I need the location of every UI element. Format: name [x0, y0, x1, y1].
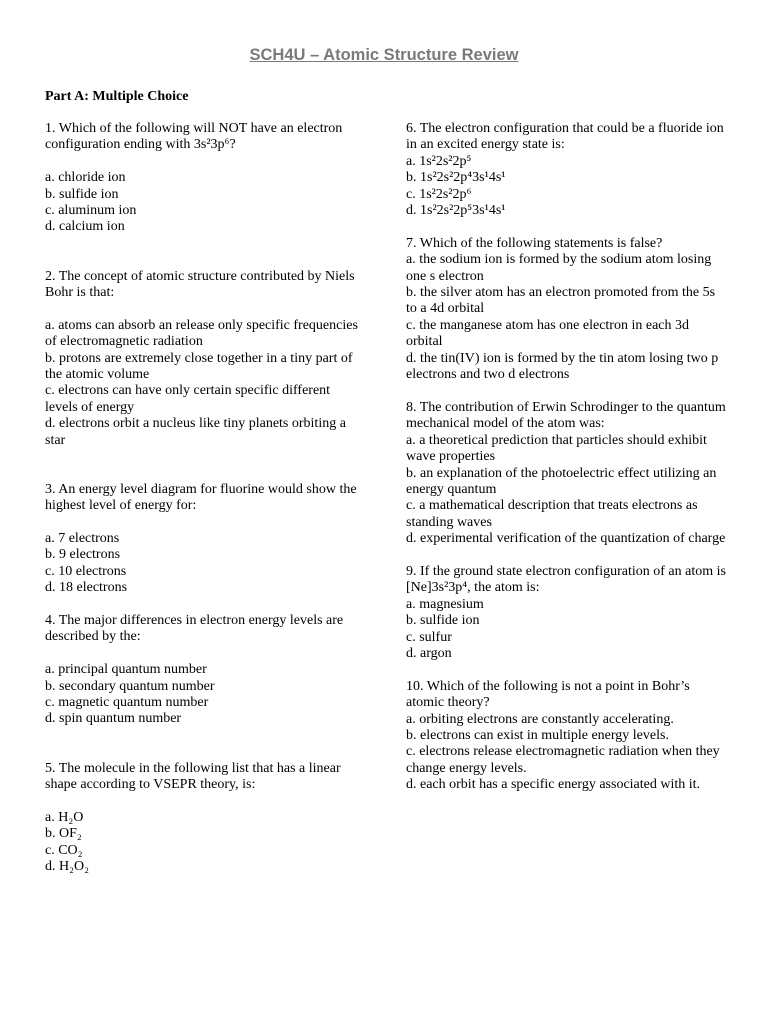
answer-option: c. magnetic quantum number: [45, 695, 209, 711]
answer-option: d. the tin(IV) ion is formed by the tin atom losing two p electrons and two d electrons: [406, 350, 719, 383]
answer-option: a. 7 electrons: [45, 531, 120, 547]
answer-option: a. orbiting electrons are constantly accelerating.: [406, 711, 674, 727]
right-column: [406, 121, 728, 794]
answer-option: c. CO₂: [45, 842, 83, 858]
question-stem: 2. The concept of atomic structure contributed by Niels Bohr is that:: [45, 268, 355, 301]
answer-option: d. experimental verification of the quantization of charge: [406, 531, 726, 547]
answer-option: a. the sodium ion is formed by the sodium atom losing one s electron: [406, 252, 712, 284]
question-7: [406, 236, 728, 384]
question-6: [406, 121, 728, 219]
answer-option: d. 18 electrons: [45, 580, 128, 596]
answer-option: b. electrons can exist in multiple energy levels.: [406, 727, 669, 743]
answer-option: b. protons are extremely close together in a tiny part of the atomic volume: [45, 350, 353, 383]
answer-option: d. electrons orbit a nucleus like tiny planets orbiting a star: [45, 416, 346, 448]
question-stem: 8. The contribution of Erwin Schrodinger to the quantum mechanical model of the atom was:: [406, 399, 726, 432]
question-10: [406, 679, 728, 794]
question-4: [45, 613, 365, 728]
answer-option: d. H₂O₂: [45, 859, 89, 875]
page-title: SCH4U – Atomic Structure Review: [249, 46, 519, 64]
answer-option: b. OF₂: [45, 826, 82, 842]
answer-option: c. aluminum ion: [45, 203, 137, 219]
answer-option: a. H₂O: [45, 809, 84, 825]
answer-option: b. sulfide ion: [406, 613, 480, 629]
question-stem: 5. The molecule in the following list that has a linear shape according to VSEPR theory, is:: [45, 760, 341, 793]
question-stem: 3. An energy level diagram for fluorine would show the highest level of energy for:: [45, 481, 357, 514]
answer-option: a. a theoretical prediction that particles should exhibit wave properties: [406, 432, 707, 465]
question-stem: 6. The electron configuration that could be a fluoride ion in an excited energy state is:: [406, 121, 724, 153]
answer-option: c. the manganese atom has one electron in each 3d orbital: [406, 317, 689, 350]
question-8: [406, 400, 728, 548]
answer-option: a. 1s²2s²2p⁵: [406, 153, 472, 169]
question-2: [45, 269, 365, 449]
answer-option: b. secondary quantum number: [45, 678, 215, 694]
answer-option: d. argon: [406, 645, 452, 661]
question-stem: 7. Which of the following statements is false?: [406, 235, 663, 251]
section-heading: Part A: Multiple Choice: [45, 89, 189, 104]
answer-option: b. 9 electrons: [45, 547, 121, 563]
answer-option: b. 1s²2s²2p⁴3s¹4s¹: [406, 170, 506, 186]
answer-option: d. calcium ion: [45, 219, 125, 235]
question-9: [406, 564, 728, 662]
question-stem: 4. The major differences in electron energy levels are described by the:: [45, 613, 344, 645]
answer-option: b. sulfide ion: [45, 186, 119, 202]
answer-option: c. 1s²2s²2p⁶: [406, 186, 472, 202]
question-stem: 10. Which of the following is not a point in Bohr’s atomic theory?: [406, 678, 690, 711]
question-stem: 1. Which of the following will NOT have an electron configuration ending with 3s²3p⁶?: [45, 121, 343, 153]
question-5: [45, 761, 365, 876]
question-3: [45, 482, 365, 597]
left-column: [45, 121, 365, 876]
answer-option: c. 10 electrons: [45, 563, 127, 579]
answer-option: c. electrons release electromagnetic radiation when they change energy levels.: [406, 744, 720, 776]
question-stem: 9. If the ground state electron configuration of an atom is [Ne]3s²3p⁴, the atom is:: [406, 563, 726, 596]
answer-option: c. a mathematical description that treats electrons as standing waves: [406, 498, 698, 530]
answer-option: a. atoms can absorb an release only specific frequencies of electromagnetic radiation: [45, 317, 358, 350]
answer-option: d. spin quantum number: [45, 711, 182, 727]
answer-option: c. sulfur: [406, 629, 452, 645]
answer-option: b. the silver atom has an electron promoted from the 5s to a 4d orbital: [406, 285, 716, 317]
question-1: [45, 121, 365, 236]
answer-option: a. magnesium: [406, 596, 484, 612]
answer-option: d. 1s²2s²2p⁵3s¹4s¹: [406, 203, 506, 219]
answer-option: c. electrons can have only certain specific different levels of energy: [45, 383, 331, 415]
answer-option: d. each orbit has a specific energy associated with it.: [406, 777, 701, 793]
answer-option: b. an explanation of the photoelectric effect utilizing an energy quantum: [406, 465, 717, 497]
answer-option: a. principal quantum number: [45, 662, 207, 678]
answer-option: a. chloride ion: [45, 170, 126, 186]
